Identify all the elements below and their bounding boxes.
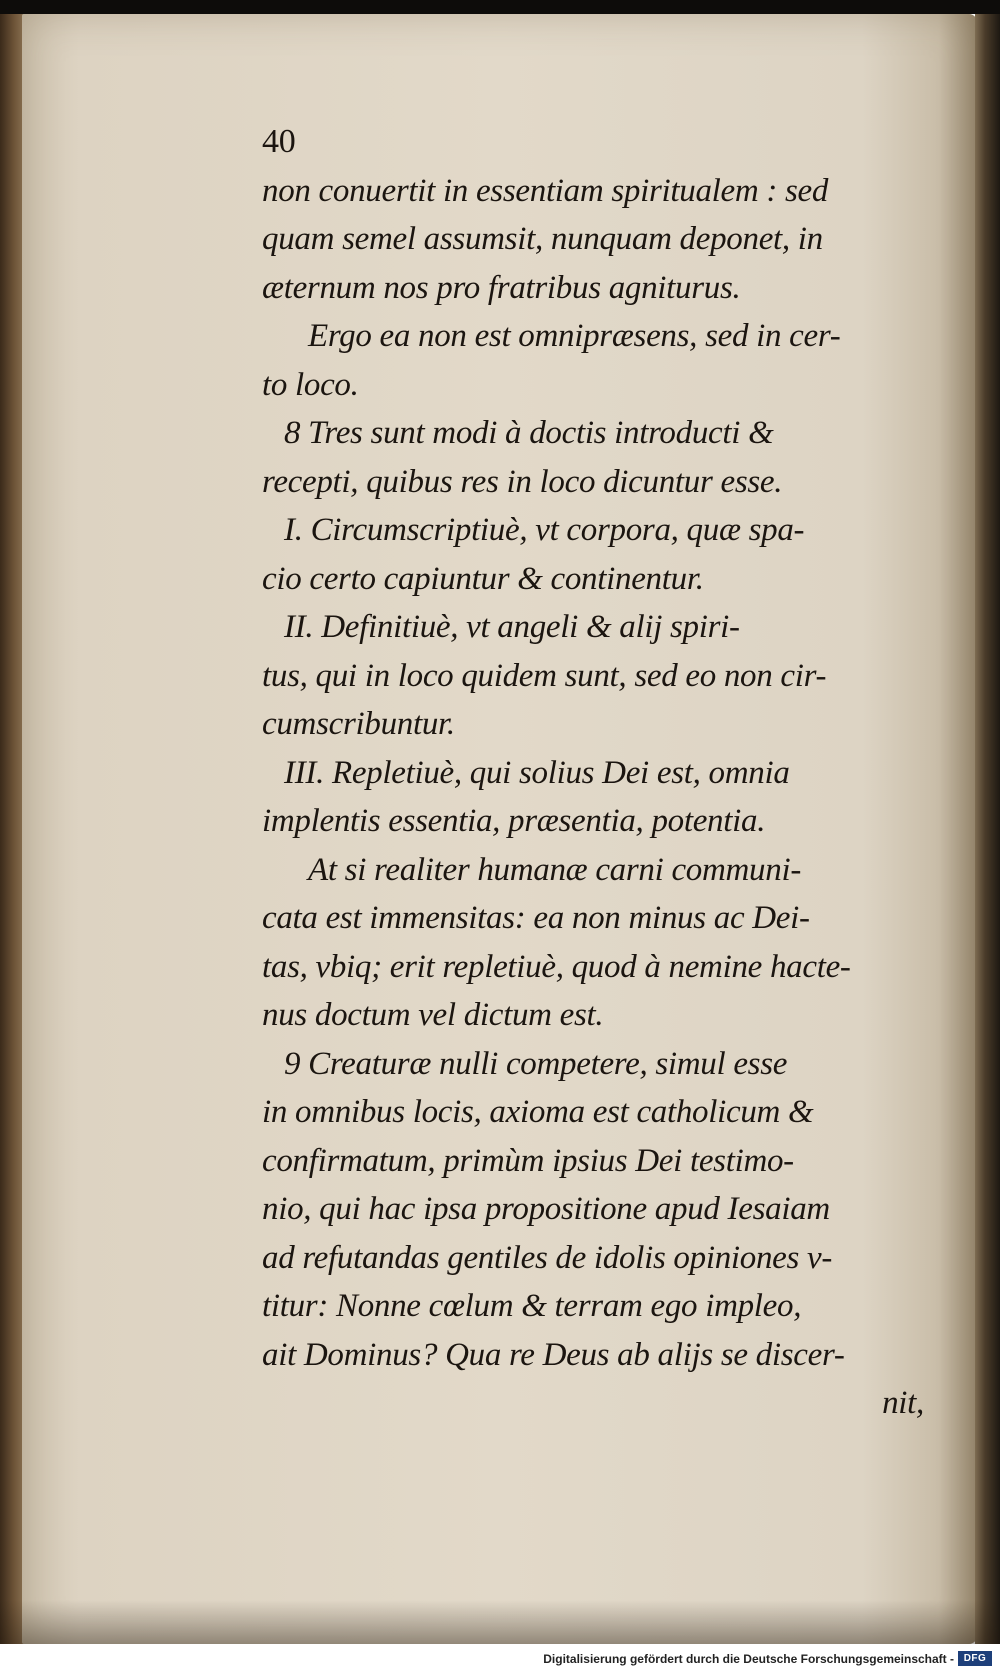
- page-shadow: [0, 1600, 1000, 1644]
- text-line: Ergo ea non est omnipræsens, sed in cer-: [308, 318, 841, 354]
- text-line: cumscribuntur.: [262, 706, 455, 742]
- text-line: 8 Tres sunt modi à doctis introducti &: [284, 415, 774, 451]
- footer-bar: [0, 1644, 1000, 1673]
- page-edge: [975, 14, 1000, 1644]
- text-line: tus, qui in loco quidem sunt, sed eo non cir-: [262, 657, 827, 694]
- text-line: ad refutandas gentiles de idolis opiniones v-: [262, 1239, 833, 1276]
- text-line: nus doctum vel dictum est.: [262, 997, 604, 1033]
- text-line: I. Circumscriptiuè, vt corpora, quæ spa-: [284, 512, 805, 548]
- top-bar: [0, 0, 1000, 14]
- text-line: ait Dominus? Qua re Deus ab alijs se discer-: [262, 1336, 845, 1373]
- text-line: nio, qui hac ipsa propositione apud Iesaiam: [262, 1191, 830, 1227]
- text-line: implentis essentia, præsentia, potentia.: [262, 803, 766, 839]
- text-line: non conuertit in essentiam spiritualem : sed: [262, 172, 829, 209]
- text-line: At si realiter humanæ carni communi-: [308, 851, 802, 888]
- text-line: II. Definitiuè, vt angeli & alij spiri-: [284, 609, 740, 645]
- text-line: confirmatum, primùm ipsius Dei testimo-: [262, 1142, 794, 1179]
- text-line: 9 Creaturæ nulli competere, simul esse: [284, 1045, 788, 1082]
- text-line: quam semel assumsit, nunquam deponet, in: [262, 221, 823, 257]
- text-line: æternum nos pro fratribus agniturus.: [262, 269, 741, 306]
- page-number: 40: [262, 123, 296, 160]
- funding-credit: Digitalisierung gefördert durch die Deutsche Forschungsgemeinschaft -: [543, 1652, 954, 1666]
- text-line: III. Repletiuè, qui solius Dei est, omnia: [284, 754, 790, 791]
- text-line: cata est immensitas: ea non minus ac Dei-: [262, 900, 810, 936]
- text-line: cio certo capiuntur & continentur.: [262, 560, 704, 597]
- text-line: recepti, quibus res in loco dicuntur esse.: [262, 463, 783, 500]
- text-line: titur: Nonne cœlum & terram ego impleo,: [262, 1288, 802, 1324]
- text-line: to loco.: [262, 366, 359, 403]
- dfg-logo-icon: DFG: [958, 1651, 992, 1666]
- catchword: nit,: [882, 1385, 924, 1421]
- text-line: in omnibus locis, axioma est catholicum &: [262, 1094, 814, 1130]
- text-line: tas, vbiq; erit repletiuè, quod à nemine hacte-: [262, 948, 851, 985]
- page-text: [262, 118, 952, 1428]
